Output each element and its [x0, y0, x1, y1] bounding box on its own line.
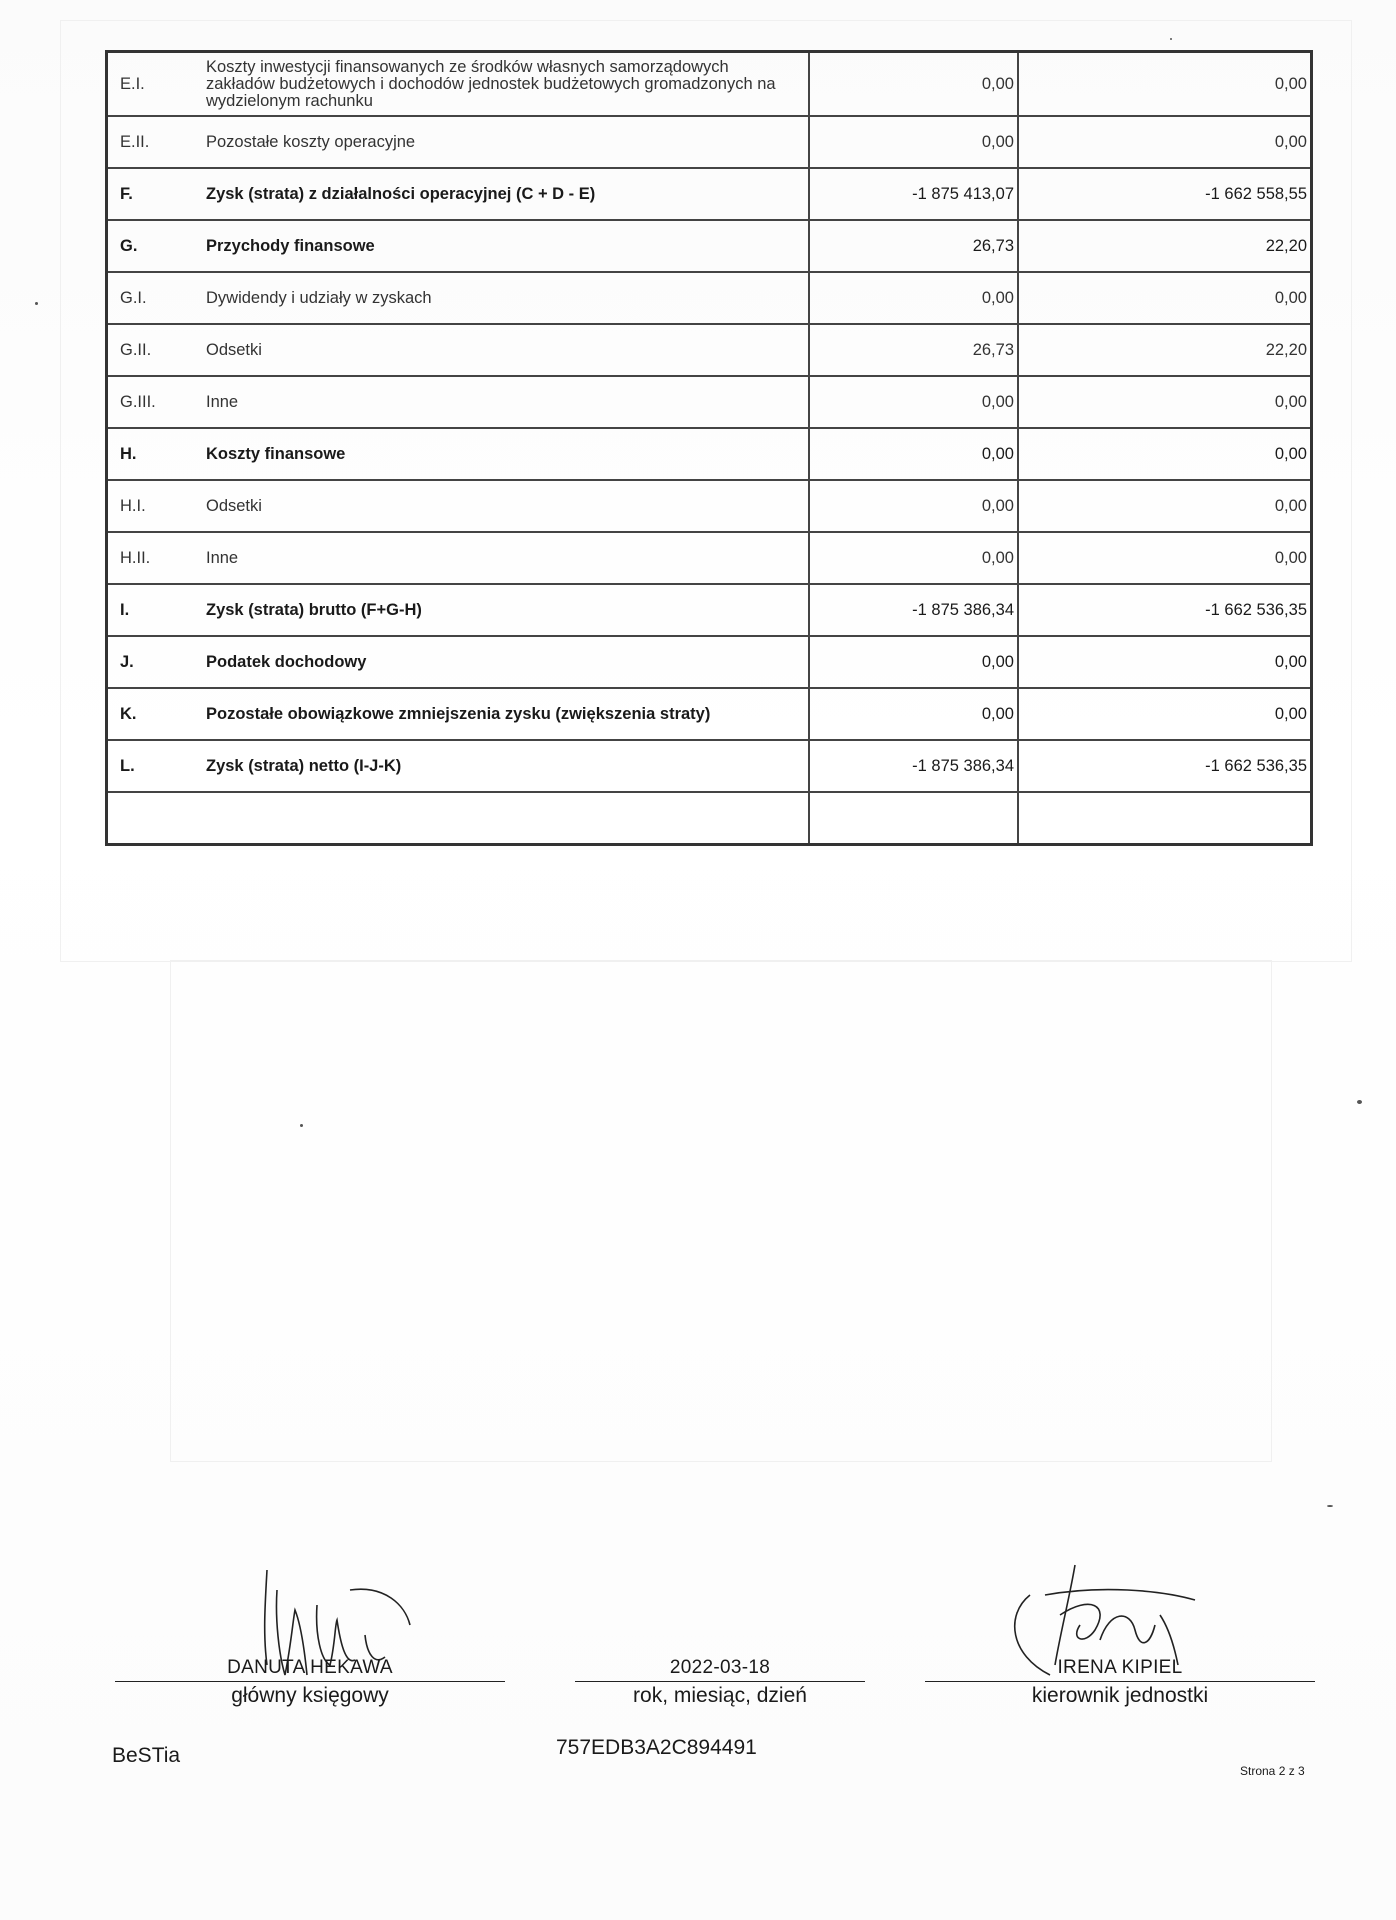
row-label: Inne: [196, 532, 809, 584]
current-year-value: 0,00: [1018, 532, 1312, 584]
current-year-value: 0,00: [1018, 52, 1312, 117]
page-number: Strona 2 z 3: [1240, 1764, 1305, 1778]
show-through-frame: [170, 960, 1272, 1462]
previous-year-value: 0,00: [809, 428, 1018, 480]
row-code: F.: [107, 168, 197, 220]
table-row: [107, 532, 1312, 584]
row-label: Dywidendy i udziały w zyskach: [196, 272, 809, 324]
scan-speck: [1170, 38, 1172, 40]
report-date: 2022-03-18: [669, 1657, 771, 1678]
scan-speck: [1327, 1505, 1333, 1507]
previous-year-value: 0,00: [809, 688, 1018, 740]
row-label: Zysk (strata) z działalności operacyjnej (C + D - E): [196, 168, 809, 220]
empty-cell: [107, 792, 197, 845]
signature-chief-accountant: [115, 1657, 505, 1708]
row-code: H.I.: [107, 480, 197, 532]
row-code: L.: [107, 740, 197, 792]
current-year-value: 22,20: [1018, 220, 1312, 272]
row-code: I.: [107, 584, 197, 636]
table-row: [107, 740, 1312, 792]
table-row: [107, 220, 1312, 272]
scan-speck: [300, 1124, 303, 1127]
previous-year-value: 26,73: [809, 324, 1018, 376]
row-code: G.II.: [107, 324, 197, 376]
row-code: H.II.: [107, 532, 197, 584]
row-code: H.: [107, 428, 197, 480]
signer-name: DANUTA HEKAWA: [227, 1657, 393, 1678]
current-year-value: 0,00: [1018, 272, 1312, 324]
current-year-value: 22,20: [1018, 324, 1312, 376]
row-label: Pozostałe koszty operacyjne: [196, 116, 809, 168]
signer-name: IRENA KIPIEL: [1057, 1657, 1183, 1678]
row-code: G.III.: [107, 376, 197, 428]
signer-role: kierownik jednostki: [1031, 1684, 1209, 1707]
row-code: E.II.: [107, 116, 197, 168]
current-year-value: 0,00: [1018, 688, 1312, 740]
table-body: [107, 52, 1312, 845]
table-row: [107, 324, 1312, 376]
software-name: BeSTia: [112, 1744, 181, 1767]
empty-cell: [1018, 792, 1312, 845]
row-code: E.I.: [107, 52, 197, 117]
row-code: G.: [107, 220, 197, 272]
previous-year-value: 26,73: [809, 220, 1018, 272]
row-label: Koszty finansowe: [196, 428, 809, 480]
previous-year-value: 0,00: [809, 636, 1018, 688]
row-code: K.: [107, 688, 197, 740]
document-control-code: 757EDB3A2C894491: [556, 1736, 757, 1759]
table-row: [107, 272, 1312, 324]
current-year-value: 0,00: [1018, 116, 1312, 168]
previous-year-value: 0,00: [809, 52, 1018, 117]
previous-year-value: 0,00: [809, 532, 1018, 584]
previous-year-value: -1 875 413,07: [809, 168, 1018, 220]
previous-year-value: -1 875 386,34: [809, 740, 1018, 792]
row-code: G.I.: [107, 272, 197, 324]
current-year-value: -1 662 536,35: [1018, 584, 1312, 636]
empty-cell: [809, 792, 1018, 845]
signature-line: [115, 1681, 505, 1682]
table-row: [107, 428, 1312, 480]
current-year-value: 0,00: [1018, 428, 1312, 480]
previous-year-value: 0,00: [809, 480, 1018, 532]
table-row: [107, 636, 1312, 688]
current-year-value: -1 662 558,55: [1018, 168, 1312, 220]
date-caption: rok, miesiąc, dzień: [633, 1684, 807, 1707]
row-label: Zysk (strata) netto (I-J-K): [196, 740, 809, 792]
row-label: Pozostałe obowiązkowe zmniejszenia zysku (zwiększenia straty): [196, 688, 809, 740]
signer-role: główny księgowy: [231, 1684, 389, 1707]
scan-speck: [35, 302, 38, 305]
table-row: [107, 480, 1312, 532]
current-year-value: 0,00: [1018, 636, 1312, 688]
signature-line: [925, 1681, 1315, 1682]
previous-year-value: 0,00: [809, 376, 1018, 428]
signature-line: [575, 1681, 865, 1682]
financial-results-table: [105, 50, 1313, 846]
empty-cell: [196, 792, 809, 845]
scan-speck: [1357, 1100, 1362, 1104]
table-row: [107, 168, 1312, 220]
row-label: Odsetki: [196, 324, 809, 376]
signature-date: [575, 1657, 865, 1708]
table-row: [107, 52, 1312, 117]
row-label: Inne: [196, 376, 809, 428]
previous-year-value: 0,00: [809, 116, 1018, 168]
table-row: [107, 688, 1312, 740]
table-row: [107, 376, 1312, 428]
row-code: J.: [107, 636, 197, 688]
table-row: [107, 116, 1312, 168]
current-year-value: -1 662 536,35: [1018, 740, 1312, 792]
row-label: Podatek dochodowy: [196, 636, 809, 688]
empty-table-row: [107, 792, 1312, 845]
row-label: Zysk (strata) brutto (F+G-H): [196, 584, 809, 636]
row-label: Koszty inwestycji finansowanych ze środków własnych samorządowych zakładów budżetowych i dochodów jednostek budżetowych gromadzonych na wydzielonym rachunku: [196, 52, 809, 117]
previous-year-value: -1 875 386,34: [809, 584, 1018, 636]
row-label: Odsetki: [196, 480, 809, 532]
signature-unit-head: [925, 1657, 1315, 1708]
row-label: Przychody finansowe: [196, 220, 809, 272]
table-row: [107, 584, 1312, 636]
previous-year-value: 0,00: [809, 272, 1018, 324]
current-year-value: 0,00: [1018, 480, 1312, 532]
current-year-value: 0,00: [1018, 376, 1312, 428]
